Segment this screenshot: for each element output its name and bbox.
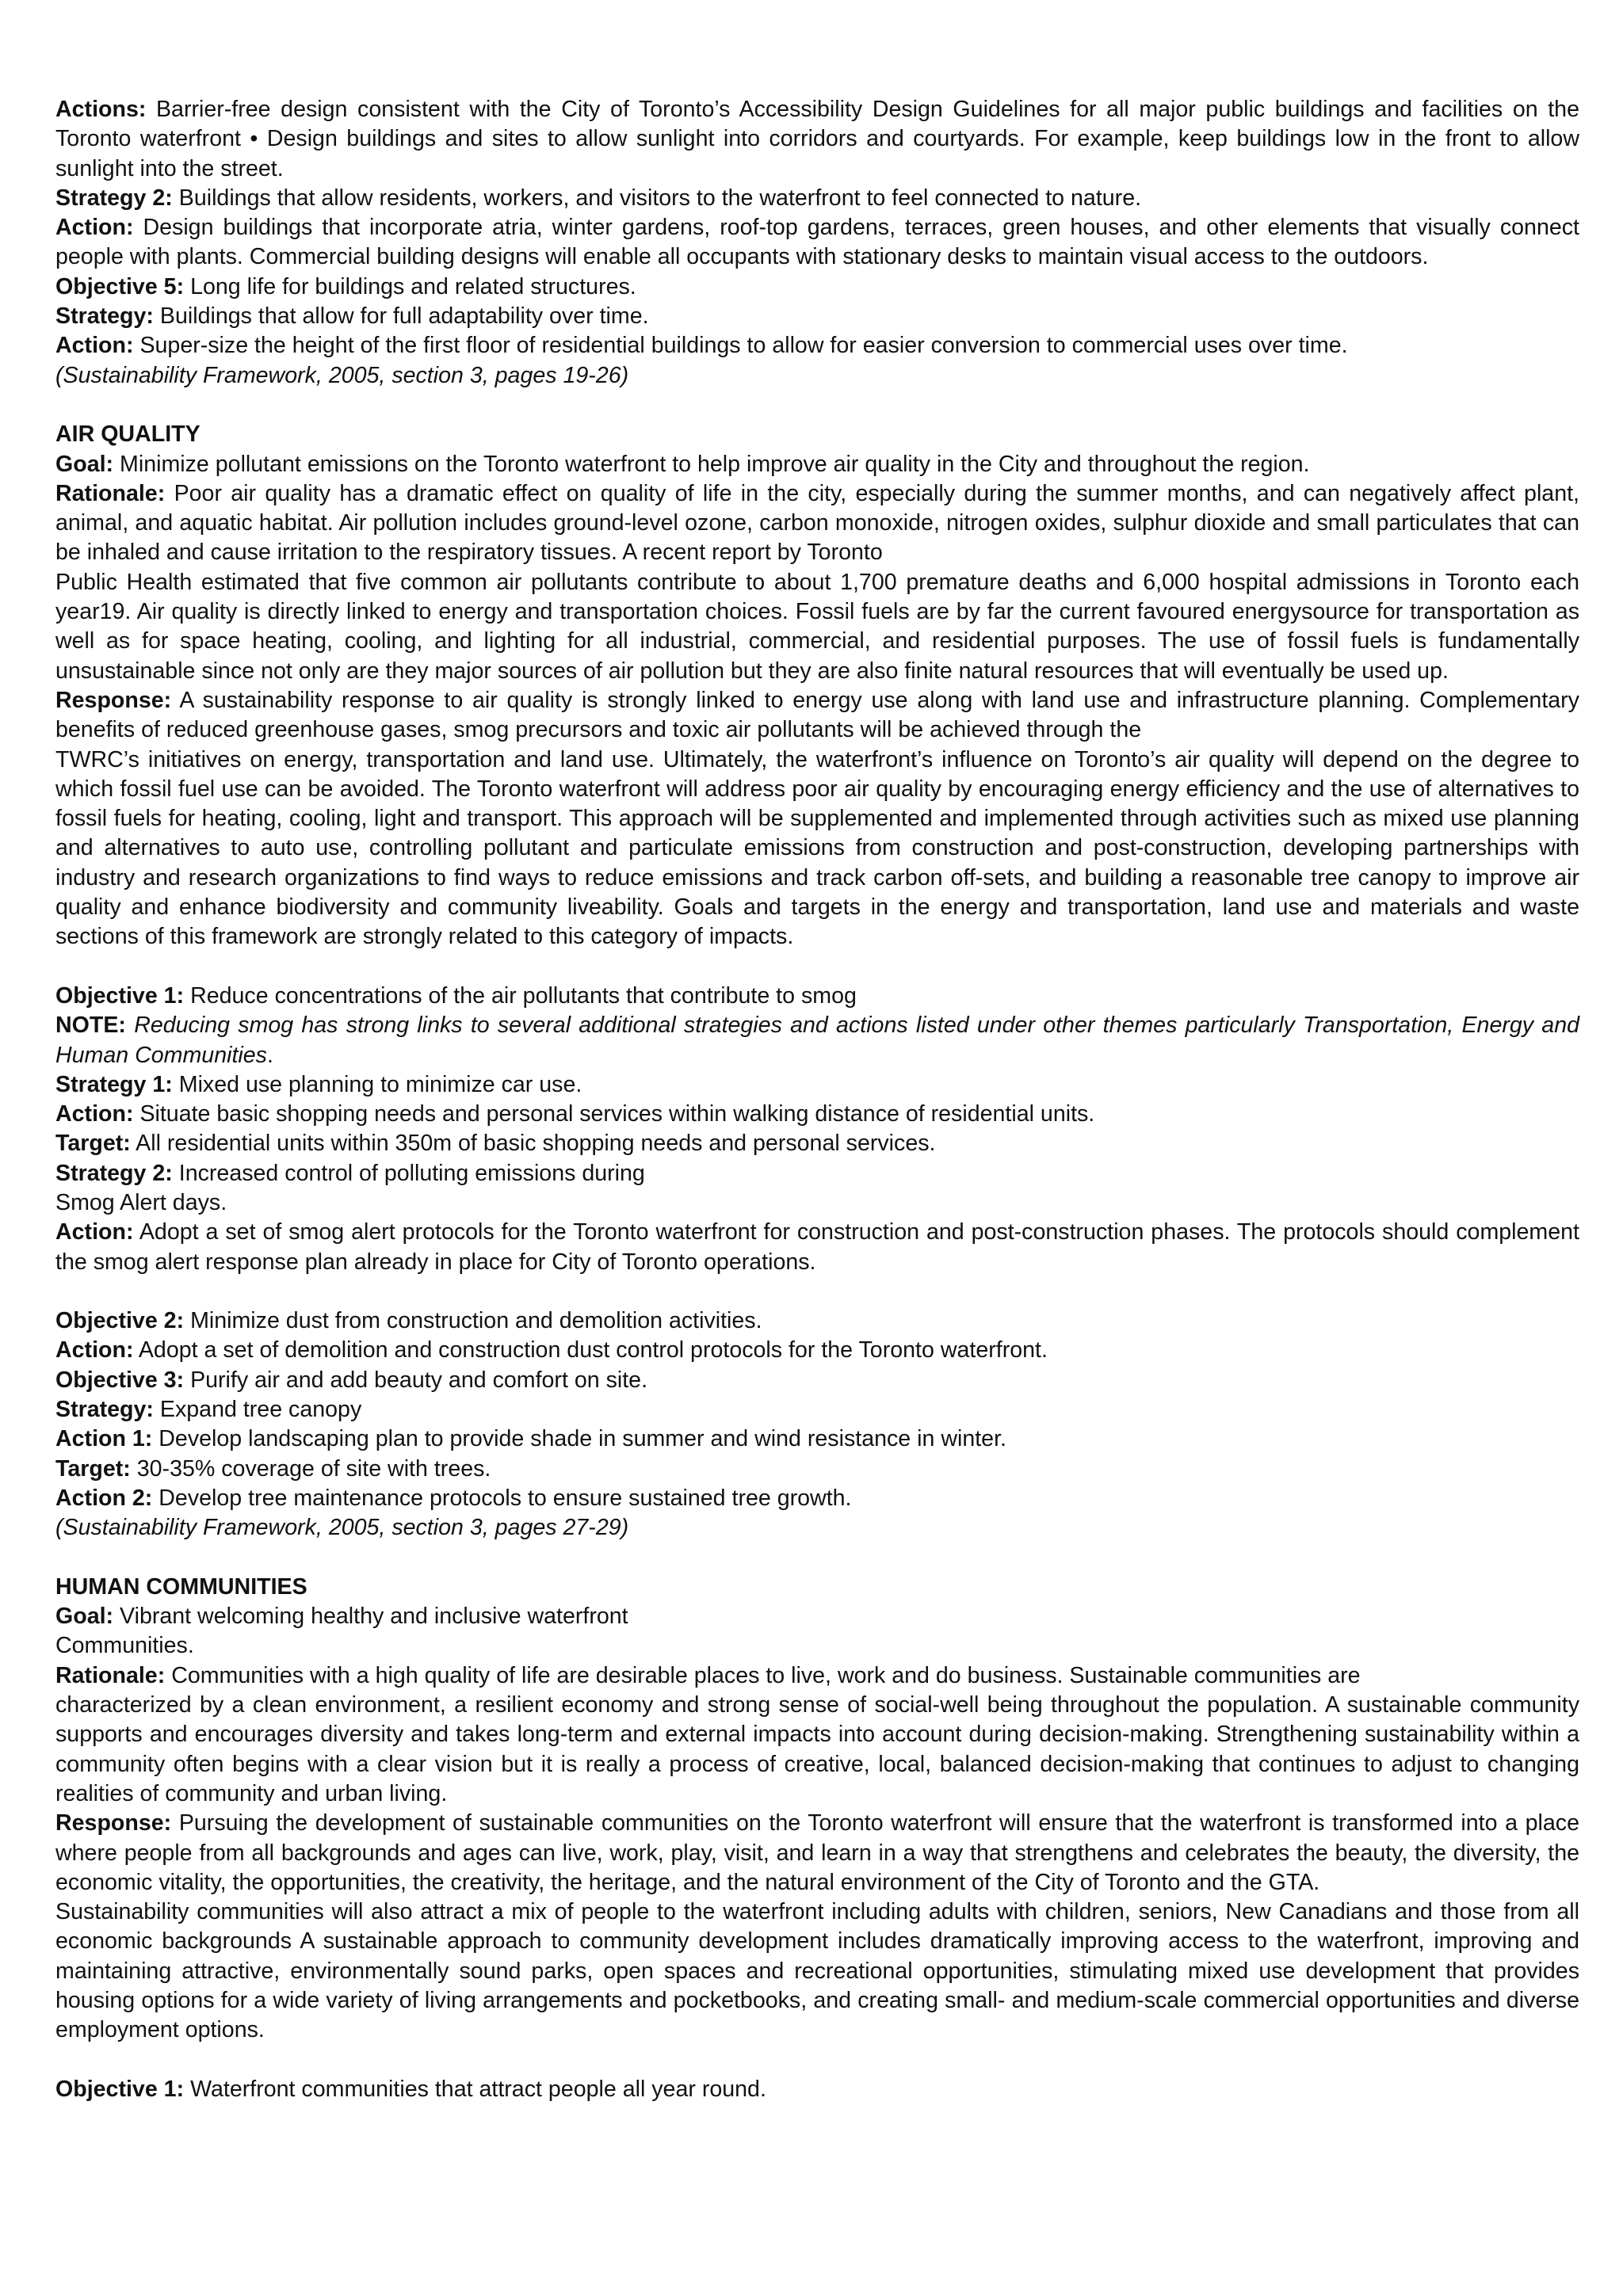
aq-strategy-3-line (55, 1395, 1579, 1425)
aq-target-1-label: Target: (55, 1131, 131, 1157)
aq-objective-2-text: Minimize dust from construction and demolition activities. (190, 1308, 762, 1334)
aq-action-2-text: Adopt a set of smog alert protocols for the Toronto waterfront for construction and post-construction phases. The protocols should complement the smog alert response plan already in place for City of Toronto operations. (55, 1219, 1579, 1275)
hc-response-text: Pursuing the development of sustainable communities on the Toronto waterfront will ensure that the waterfront is transformed into a place where people from all backgrounds and ages can live, work, play, visit, and learn in a way that strengthens and celebrates the beauty, the diversity, the economic vitality, the opportunities, the creativity, the heritage, and the natural environment of the City of Toronto and the GTA. (55, 1810, 1579, 1895)
hc-rationale-label: Rationale: (55, 1662, 166, 1688)
spacer (55, 952, 1579, 982)
action-2-label: Action: (55, 333, 134, 359)
hc-rationale-paragraph-2: characterized by a clean environment, a resilient economy and strong sense of social-well being throughout the population. A sustainable community supports and encourages diversity and takes long-term and external impacts into account during decision-making. Strengthening sustainability within a community often begins with a clear vision but it is really a process of creative, local, balanced decision-making that continues to adjust to changing realities of community and urban living. (55, 1692, 1579, 1806)
strategy-text: Buildings that allow for full adaptability over time. (159, 303, 649, 330)
aq-action-4-text: Develop landscaping plan to provide shade in summer and wind resistance in winter. (158, 1426, 1006, 1452)
aq-action-1-text: Situate basic shopping needs and personal services within walking distance of residential units. (139, 1101, 1095, 1127)
objective-5-line (55, 273, 1579, 302)
aq-action-3-label: Action: (55, 1337, 134, 1363)
citation-1: (Sustainability Framework, 2005, section 3, pages 19-26) (55, 362, 629, 388)
strategy-2-line (55, 184, 1579, 213)
aq-action-3-line (55, 1336, 1579, 1365)
aq-strategy-2-line-2: Smog Alert days. (55, 1189, 227, 1215)
aq-action-4-label: Action 1: (55, 1426, 153, 1452)
aq-action-2-label: Action: (55, 1219, 134, 1245)
hc-goal-line (55, 1602, 1579, 1631)
hc-goal-line-2: Communities. (55, 1633, 194, 1659)
aq-target-2-line (55, 1455, 1579, 1484)
hc-paragraph: Sustainability communities will also attract a mix of people to the waterfront including adults with children, seniors, New Canadians and those from all economic backgrounds A sustainable approach to community development includes dramatically improving access to the waterfront, improving and maintaining attractive, environmentally sound parks, open spaces and recreational opportunities, stimulating mixed use development that provides housing options for a wide variety of living arrangements and pocketbooks, and creating small- and medium-scale commercial opportunities and diverse employment options. (55, 1899, 1579, 2043)
aq-strategy-2-label: Strategy 2: (55, 1160, 173, 1186)
aq-rationale-paragraph (55, 479, 1579, 568)
aq-strategy-3-text: Expand tree canopy (159, 1397, 362, 1423)
aq-note-label: NOTE: (55, 1013, 126, 1039)
aq-objective-3-line (55, 1366, 1579, 1395)
spacer (55, 391, 1579, 420)
hc-objective-1-label: Objective 1: (55, 2076, 185, 2102)
hc-objective-1-line (55, 2075, 1579, 2104)
actions-label: Actions: (55, 97, 147, 122)
aq-note-paragraph (55, 1011, 1579, 1070)
aq-objective-1-text: Reduce concentrations of the air pollutants that contribute to smog (190, 982, 857, 1009)
hc-rationale-line (55, 1661, 1579, 1691)
aq-target-2-label: Target: (55, 1455, 131, 1482)
strategy-2-text: Buildings that allow residents, workers, and visitors to the waterfront to feel connected to nature. (178, 185, 1142, 211)
action-2-line (55, 331, 1579, 360)
aq-objective-1-line (55, 982, 1579, 1011)
aq-response-label: Response: (55, 687, 172, 713)
aq-action-3-text: Adopt a set of demolition and construction dust control protocols for the Toronto waterfront. (138, 1337, 1048, 1363)
aq-strategy-1-text: Mixed use planning to minimize car use. (178, 1071, 582, 1097)
citation-2: (Sustainability Framework, 2005, section 3, pages 27-29) (55, 1515, 629, 1541)
aq-strategy-2-text: Increased control of polluting emissions during (178, 1160, 645, 1186)
aq-target-2-text: 30-35% coverage of site with trees. (136, 1455, 491, 1482)
action-label: Action: (55, 215, 134, 241)
aq-rationale-text: Poor air quality has a dramatic effect on quality of life in the city, especially during the summer months, and can negatively affect plant, animal, and aquatic habitat. Air pollution includes ground-level ozone, carbon monoxide, nitrogen oxides, sulphur dioxide and small particulates that can be inhaled and cause irritation to the respiratory tissues. A recent report by Toronto (55, 480, 1579, 566)
aq-rationale-paragraph-2: Public Health estimated that five common air pollutants contribute to about 1,700 premature deaths and 6,000 hospital admissions in Toronto each year19. Air quality is directly linked to energy and transportation choices. Fossil fuels are by far the current favoured energysource for transportation as well as for space heating, cooling, and lighting for all industrial, commercial, and residential purposes. The use of fossil fuels is fundamentally unsustainable since not only are they major sources of air pollution but they are also finite natural resources that will eventually be used up. (55, 569, 1579, 684)
strategy-label: Strategy: (55, 303, 154, 330)
objective-5-label: Objective 5: (55, 273, 185, 299)
hc-goal-text: Vibrant welcoming healthy and inclusive waterfront (120, 1604, 628, 1630)
aq-action-5-text: Develop tree maintenance protocols to ensure sustained tree growth. (158, 1485, 852, 1511)
spacer (55, 1543, 1579, 1573)
air-quality-heading: AIR QUALITY (55, 421, 200, 448)
hc-response-label: Response: (55, 1810, 172, 1836)
aq-goal-line (55, 450, 1579, 479)
aq-objective-1-label: Objective 1: (55, 982, 185, 1009)
aq-objective-3-label: Objective 3: (55, 1367, 185, 1393)
aq-action-2-paragraph (55, 1218, 1579, 1277)
aq-strategy-3-label: Strategy: (55, 1397, 154, 1423)
hc-goal-label: Goal: (55, 1604, 114, 1630)
aq-response-paragraph-2: TWRC’s initiatives on energy, transportation and land use. Ultimately, the waterfront’s influence on Toronto’s air quality will depend on the degree to which fossil fuel use can be avoided. The Toronto waterfront will address poor air quality by encouraging energy efficiency and the use of alternatives to fossil fuels for heating, cooling, light and transport. This approach will be supplemented and implemented through activities such as mixed use planning and alternatives to auto use, controlling pollutant and particulate emissions from construction and post-construction, developing partnerships with industry and research organizations to find ways to reduce emissions and track carbon off-sets, and building a reasonable tree canopy to improve air quality and enhance biodiversity and community liveability. Goals and targets in the energy and transportation, land use and materials and waste sections of this framework are strongly related to this category of impacts. (55, 746, 1579, 950)
actions-text: Barrier-free design consistent with the City of Toronto’s Accessibility Design Guidelines for all major public buildings and facilities on the Toronto waterfront • Design buildings and sites to allow sunlight into corridors and courtyards. For example, keep buildings low in the front to allow sunlight into the street. (55, 97, 1579, 181)
hc-rationale-text: Communities with a high quality of life are desirable places to live, work and do business. Sustainable communities are (171, 1662, 1361, 1688)
spacer (55, 2046, 1579, 2075)
aq-strategy-2-line (55, 1159, 1579, 1188)
aq-goal-label: Goal: (55, 451, 114, 477)
strategy-2-label: Strategy 2: (55, 185, 173, 211)
aq-note-text: Reducing smog has strong links to several additional strategies and actions listed under other themes particularly Transportation, Energy and Human Communities (55, 1013, 1580, 1068)
aq-action-1-line (55, 1100, 1579, 1129)
aq-target-1-text: All residential units within 350m of basic shopping needs and personal services. (136, 1131, 936, 1157)
aq-action-5-label: Action 2: (55, 1485, 153, 1511)
action-paragraph (55, 213, 1579, 273)
strategy-line (55, 302, 1579, 331)
aq-action-5-line (55, 1484, 1579, 1513)
action-2-text: Super-size the height of the first floor of residential buildings to allow for easier conversion to commercial uses over time. (139, 333, 1348, 359)
action-text: Design buildings that incorporate atria, winter gardens, roof-top gardens, terraces, green houses, and other elements that visually connect people with plants. Commercial building designs will enable all occupants with stationary desks to maintain visual access to the outdoors. (55, 215, 1579, 270)
aq-objective-3-text: Purify air and add beauty and comfort on site. (190, 1367, 648, 1393)
aq-response-text: A sustainability response to air quality is strongly linked to energy use along with land use and infrastructure planning. Complementary benefits of reduced greenhouse gases, smog precursors and toxic air pollutants will be achieved through the (55, 687, 1579, 743)
aq-objective-2-line (55, 1306, 1579, 1336)
actions-paragraph (55, 95, 1579, 184)
aq-objective-2-label: Objective 2: (55, 1308, 185, 1334)
aq-action-1-label: Action: (55, 1101, 134, 1127)
aq-rationale-label: Rationale: (55, 480, 166, 506)
aq-action-4-line (55, 1425, 1579, 1454)
aq-goal-text: Minimize pollutant emissions on the Toronto waterfront to help improve air quality in the City and throughout the region. (120, 451, 1310, 477)
aq-response-paragraph (55, 686, 1579, 746)
aq-note-end: . (266, 1042, 273, 1068)
aq-strategy-1-line (55, 1070, 1579, 1100)
hc-objective-1-text: Waterfront communities that attract people all year round. (190, 2076, 766, 2102)
document-page (55, 95, 1579, 2104)
objective-5-text: Long life for buildings and related structures. (190, 273, 636, 299)
human-communities-heading: HUMAN COMMUNITIES (55, 1573, 307, 1600)
aq-target-1-line (55, 1129, 1579, 1158)
spacer (55, 1277, 1579, 1306)
aq-strategy-1-label: Strategy 1: (55, 1071, 173, 1097)
hc-response-paragraph (55, 1809, 1579, 1897)
